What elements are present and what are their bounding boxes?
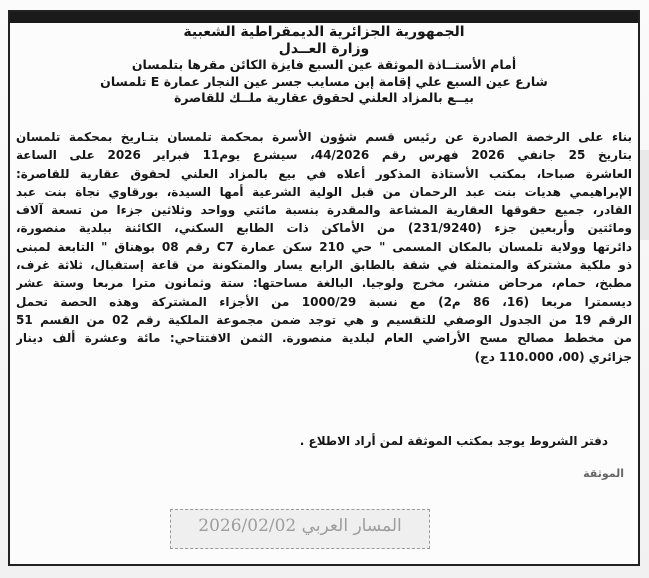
subject-line: بيــع بالمزاد العلني لحقوق عقارية ملــك للقاصرة [174,90,474,105]
notary-signature: الموثقة [583,467,624,480]
body-line: القادر، جميع حقوقها العقارية المشاعة والمقدرة بنسبة مائتي وواحد وثلاثين جزءا من تسعة آلاف [16,203,632,218]
body-line: الرقم 19 من الجدول الوصفي للتقسيم و هي توجد ضمن مجموعة الملكية رقم 02 من القسم 51 [16,312,632,327]
body-line: ديسمترا مربعا (16، 86 م2) مع نسبة 1000/29 من الأجزاء المشتركة وهذه الحصة تحمل [16,294,632,309]
notary-line: أمام الأستــاذة الموثقة عين السبع فايزة الكائن مقرها بتلمسان [131,57,517,72]
body-line: مطبخ، حمام، مرحاض منشر، مخرج ولوجيا. البالغة مساحتها: ستة وثمانون مترا مربعا وستة عشر [16,276,632,291]
republic-title: الجمهورية الجزائرية الديمقراطية الشعبية [183,24,465,40]
address-line: شارع عين السبع علي إقامة إبن مسايب جسر عين النجار عمارة E تلمسان [100,73,548,89]
notice-header [20,24,628,107]
body-line: ذو ملكية مشتركة والمتمثلة في شقة بالطابق الرابع يسار والمتكونة من قاعة إستقبال، ثلاثة غرف، [16,258,632,273]
legal-notice-box [8,10,640,566]
body-line: العاشرة صباحا، بمكتب الأستاذة المذكور أعلاه في بيع بالمزاد العلني لحقوق عقارية للقاصرة: [16,166,632,181]
body-line: من مخطط مصالح مسح الأراضي العام لبلدية منصورة. الثمن الافتتاحي: مائة وعشرة ألف دينار [16,331,632,346]
ministry-title: وزارة العــدل [278,40,370,57]
conditions-note: دفتر الشروط يوجد بمكتب الموثقة لمن أراد الاطلاع . [299,434,608,448]
body-line: ومائتين وأربعين جزء (231/9240) من الأماكن ذات الطابع السكني، الكائنة ببلدية منصورة، [16,221,632,236]
body-line: جزائري (00، 110.000 دج) [474,349,632,364]
body-line: الإبراهيمي هديات بنت عبد الرحمان من قبل الولية الشرعية أمها السيدة، بورقاوي نجاة بنت عبد [16,184,632,199]
notice-body [16,128,632,366]
stamp-text: المسار العربي 2026/02/02 [198,516,402,536]
body-line: دائرتها وولاية تلمسان بالمكان المسمى " حي 210 سكن عمارة C7 رقم 08 بوهناق " التابعة لمبنى [16,239,632,254]
body-line: بتاريخ 25 جانفي 2026 فهرس رقم 44/2026، سيشرع يوم11 فبراير 2026 على الساعة [16,148,632,163]
publication-stamp [170,509,430,549]
top-bar [10,12,638,23]
body-line: بناء على الرخصة الصادرة عن رئيس قسم شؤون الأسرة بمحكمة تلمسان بتـاريخ بمحكمة تلمسان [16,130,632,144]
